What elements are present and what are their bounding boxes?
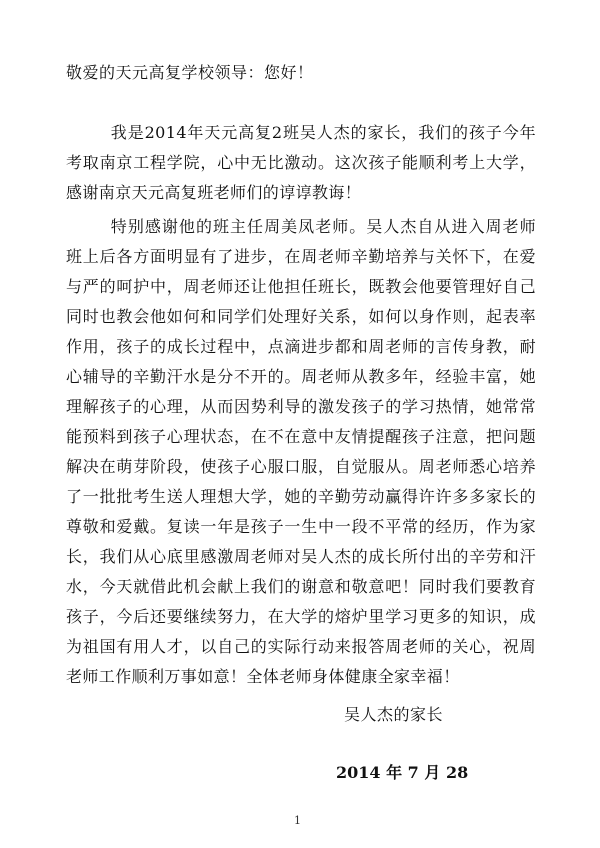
letter-signature: 吴人杰的家长 xyxy=(344,705,444,724)
letter-date: 2014 年 7 月 28 xyxy=(336,763,469,782)
letter-paragraph-1: 我是2014年天元高复2班吴人杰的家长，我们的孩子今年考取南京工程学院，心中无比激动。这次孩子能顺利考上大学，感谢南京天元高复班老师们的谆谆教诲！ xyxy=(66,123,536,202)
page-number: 1 xyxy=(294,814,301,827)
letter-paragraph-2: 特别感谢他的班主任周美凤老师。吴人杰自从进入周老师班上后各方面明显有了进步，在周老师辛勤培养与关怀下，在爱与严的呵护中，周老师还让他担任班长，既教会他要管理好自己同时也教会他如何和同学们处理好关系，如何以身作则，起表率作用，孩子的成长过程中，点滴进步都和周老师的言传身教，耐心辅导的辛勤汗水是分不开的。周老师从教多年，经验丰富，她理解孩子的心理，从而因势利导的激发孩子的学习热情，她常常能预料到孩子心理状态，在不在意中友情提醒孩子注意，把问题解决在萌芽阶段，使孩子心服口服，自觉服从。周老师悉心培养了一批批考生送人理想大学，她的辛勤劳动赢得许许多多家长的尊敬和爱戴。复读一年是孩子一生中一段不平常的经历，作为家长，我们从心底里感激周老师对吴人杰的成长所付出的辛劳和汗水，今天就借此机会献上我们的谢意和敬意吧！同时我们要教育孩子，今后还要继续努力，在大学的熔炉里学习更多的知识，成为祖国有用人才，以自己的实际行动来报答周老师的关心，祝周老师工作顺利万事如意！全体老师身体健康全家幸福！ xyxy=(66,217,536,686)
letter-salutation: 敬爱的天元高复学校领导：您好！ xyxy=(66,63,314,82)
